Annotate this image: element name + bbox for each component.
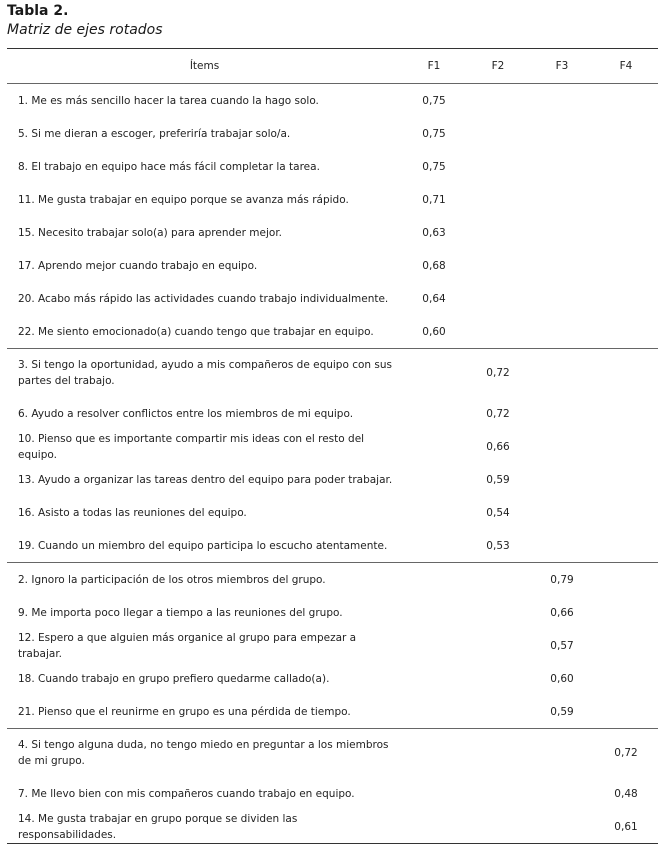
item-text: 4. Si tengo alguna duda, no tengo miedo en preguntar a los miembros de mi grupo. [18, 739, 389, 767]
loading-f1 [402, 463, 466, 496]
header-f2: F2 [466, 49, 530, 84]
loading-f3 [530, 496, 594, 529]
loading-f4 [594, 117, 658, 150]
table-title: Tabla 2. [7, 3, 69, 19]
loading-f2: 0,53 [466, 529, 530, 563]
loading-f1 [402, 397, 466, 430]
item-text: 12. Espero a que alguien más organice al grupo para empezar a trabajar. [18, 631, 357, 660]
loading-f1: 0,75 [422, 160, 446, 173]
loading-f1 [402, 529, 466, 563]
loading-f4 [594, 183, 658, 216]
table-header-row [7, 49, 658, 84]
table-row [7, 496, 658, 529]
item-text: 19. Cuando un miembro del equipo participa lo escucho atentamente. [7, 529, 402, 563]
loading-f4 [594, 397, 658, 430]
loading-f4 [594, 662, 658, 695]
loading-f4: 0,72 [614, 747, 638, 759]
loading-f3 [530, 150, 594, 183]
loading-f1: 0,75 [422, 94, 446, 107]
loading-f3 [530, 777, 594, 810]
loading-f1: 0,60 [402, 315, 466, 349]
item-text: 18. Cuando trabajo en grupo prefiero quedarme callado(a). [18, 672, 330, 685]
loading-f1: 0,64 [422, 292, 446, 305]
item-text: 2. Ignoro la participación de los otros miembros del grupo. [18, 573, 326, 586]
loading-f4: 0,48 [614, 787, 638, 800]
item-text: 8. El trabajo en equipo hace más fácil completar la tarea. [18, 160, 320, 173]
loading-f3 [530, 183, 594, 216]
table-row [7, 596, 658, 629]
loading-f4 [594, 695, 658, 729]
loading-f3 [530, 117, 594, 150]
item-text: 22. Me siento emocionado(a) cuando tengo que trabajar en equipo. [7, 315, 402, 349]
table-row [7, 249, 658, 282]
loading-f1 [402, 695, 466, 729]
item-text: 9. Me importa poco llegar a tiempo a las reuniones del grupo. [18, 606, 343, 619]
loading-f2 [466, 695, 530, 729]
loading-f2: 0,66 [486, 440, 510, 453]
table-row [7, 563, 658, 597]
loading-f4 [594, 463, 658, 496]
loading-f1 [402, 810, 466, 844]
table-row [7, 695, 658, 729]
loading-f3 [530, 397, 594, 430]
loading-f3 [530, 282, 594, 315]
loading-f2 [466, 729, 530, 778]
loading-f2 [466, 629, 530, 662]
loading-f3 [530, 729, 594, 778]
item-text: 16. Asisto a todas las reuniones del equipo. [18, 506, 247, 519]
loading-f4 [594, 315, 658, 349]
loading-f4 [594, 84, 658, 118]
table-row [7, 315, 658, 349]
loading-f4 [594, 596, 658, 629]
loading-f3 [530, 84, 594, 118]
loading-f2 [466, 282, 530, 315]
loading-f4 [594, 529, 658, 563]
loading-f3 [530, 315, 594, 349]
loading-f3: 0,60 [550, 672, 574, 685]
table-row [7, 777, 658, 810]
loading-f2 [466, 183, 530, 216]
loading-f1 [402, 496, 466, 529]
loading-f1 [402, 430, 466, 463]
loading-f4 [594, 216, 658, 249]
table-row [7, 117, 658, 150]
loading-f1 [402, 596, 466, 629]
loading-f2 [466, 563, 530, 597]
table-row [7, 729, 658, 778]
header-f4: F4 [594, 49, 658, 84]
loading-f3 [530, 349, 594, 398]
table-row [7, 282, 658, 315]
loading-f4 [594, 563, 658, 597]
loading-f4 [594, 430, 658, 463]
table-row [7, 397, 658, 430]
loading-f3 [530, 216, 594, 249]
loading-f2 [466, 596, 530, 629]
loading-f3: 0,59 [530, 695, 594, 729]
loading-f1: 0,63 [422, 226, 446, 239]
table-row [7, 629, 658, 662]
table-row [7, 810, 658, 844]
item-text: 1. Me es más sencillo hacer la tarea cuando la hago solo. [18, 94, 319, 107]
table-row [7, 183, 658, 216]
loading-f2: 0,54 [486, 506, 510, 519]
loading-f1 [402, 349, 466, 398]
loading-f1: 0,71 [422, 193, 446, 206]
item-text: 21. Pienso que el reunirme en grupo es una pérdida de tiempo. [7, 695, 402, 729]
table-row [7, 349, 658, 398]
loading-f3: 0,57 [550, 639, 574, 652]
loading-f2 [466, 777, 530, 810]
loading-f2 [466, 150, 530, 183]
loading-f4 [594, 349, 658, 398]
loading-f2 [466, 84, 530, 118]
loading-f3 [530, 249, 594, 282]
item-text: 10. Pienso que es importante compartir mis ideas con el resto del equipo. [18, 432, 365, 461]
loading-f4 [594, 249, 658, 282]
loading-f4: 0,61 [614, 820, 638, 833]
loading-f2: 0,72 [486, 367, 510, 379]
table-row [7, 216, 658, 249]
table-row [7, 529, 658, 563]
table-row [7, 463, 658, 496]
loading-f4 [594, 150, 658, 183]
item-text: 13. Ayudo a organizar las tareas dentro del equipo para poder trabajar. [18, 473, 393, 486]
header-items: Ítems [7, 49, 402, 84]
loading-f1 [402, 777, 466, 810]
table-row [7, 150, 658, 183]
loading-f4 [594, 629, 658, 662]
loading-f3 [530, 529, 594, 563]
loading-f3 [530, 810, 594, 844]
item-text: 3. Si tengo la oportunidad, ayudo a mis compañeros de equipo con sus partes del trabajo. [18, 359, 393, 387]
header-f1: F1 [402, 49, 466, 84]
loading-f2 [466, 117, 530, 150]
rotated-axes-matrix-table [7, 48, 658, 844]
loading-f1 [402, 629, 466, 662]
loading-f2 [466, 662, 530, 695]
item-text: 17. Aprendo mejor cuando trabajo en equipo. [18, 259, 258, 272]
loading-f4 [594, 496, 658, 529]
loading-f1 [402, 729, 466, 778]
table-row [7, 430, 658, 463]
loading-f2: 0,72 [486, 407, 510, 420]
loading-f1: 0,75 [422, 127, 446, 140]
loading-f3: 0,66 [550, 606, 574, 619]
item-text: 20. Acabo más rápido las actividades cuando trabajo individualmente. [18, 292, 389, 305]
loading-f1: 0,68 [422, 259, 446, 272]
item-text: 5. Si me dieran a escoger, preferiría trabajar solo/a. [18, 127, 291, 140]
loading-f2 [466, 315, 530, 349]
table-row [7, 662, 658, 695]
header-f3: F3 [530, 49, 594, 84]
loading-f1 [402, 563, 466, 597]
loading-f2 [466, 249, 530, 282]
item-text: 6. Ayudo a resolver conflictos entre los miembros de mi equipo. [18, 407, 354, 420]
loading-f3 [530, 430, 594, 463]
item-text: 14. Me gusta trabajar en grupo porque se dividen las responsabilidades. [18, 812, 298, 841]
item-text: 7. Me llevo bien con mis compañeros cuando trabajo en equipo. [18, 787, 355, 800]
loading-f2 [466, 216, 530, 249]
loading-f2: 0,59 [486, 473, 510, 486]
table-subtitle: Matriz de ejes rotados [7, 22, 163, 38]
item-text: 11. Me gusta trabajar en equipo porque se avanza más rápido. [18, 193, 349, 206]
item-text: 15. Necesito trabajar solo(a) para aprender mejor. [18, 226, 283, 239]
table-row [7, 84, 658, 118]
loading-f3 [530, 463, 594, 496]
loading-f1 [402, 662, 466, 695]
loading-f4 [594, 282, 658, 315]
loading-f3: 0,79 [550, 573, 574, 586]
loading-f2 [466, 810, 530, 844]
